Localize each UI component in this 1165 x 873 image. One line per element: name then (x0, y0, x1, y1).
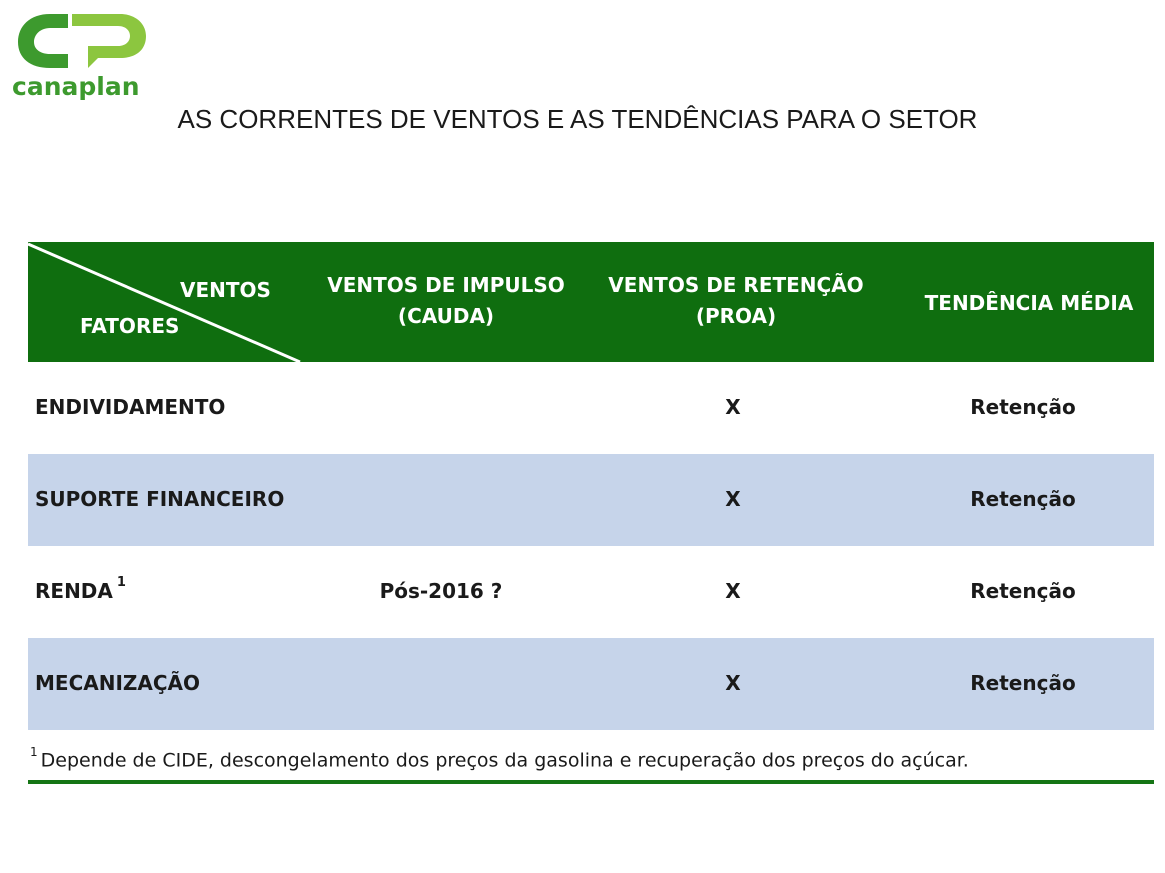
canaplan-logo (10, 6, 150, 100)
row-tendencia: Retenção (970, 579, 1076, 603)
table-row (28, 454, 1154, 546)
footnote-number: 1 (30, 745, 38, 759)
header-corner-fatores: FATORES (80, 314, 180, 338)
header-tendencia: TENDÊNCIA MÉDIA (924, 291, 1134, 315)
table-header (28, 242, 1154, 362)
header-impulso (296, 270, 596, 332)
row-tendencia: Retenção (970, 487, 1076, 511)
row-fator (35, 487, 284, 511)
header-retencao-line2: (PROA) (695, 304, 777, 328)
footnote-text: Depende de CIDE, descongelamento dos preços da gasolina e recuperação dos preços do açúcar. (40, 749, 969, 772)
row-retencao: X (725, 579, 741, 603)
page-title: AS CORRENTES DE VENTOS E AS TENDÊNCIAS PARA O SETOR (177, 104, 978, 134)
footnote-marker: 1 (116, 575, 126, 591)
canaplan-logo-mark (10, 6, 150, 76)
row-retencao: X (725, 395, 741, 419)
row-retencao: X (725, 671, 741, 695)
footer-rule (28, 780, 1154, 784)
row-retencao: X (725, 487, 741, 511)
footnote (30, 745, 969, 772)
fator-label: MECANIZAÇÃO (35, 671, 201, 695)
row-fator (35, 395, 225, 419)
row-fator (35, 671, 200, 695)
row-tendencia: Retenção (970, 395, 1076, 419)
header-diagonal-divider (28, 242, 303, 362)
header-impulso-line1: VENTOS DE IMPULSO (327, 273, 565, 297)
table-row (28, 362, 1154, 454)
header-corner-ventos: VENTOS (180, 278, 271, 302)
header-impulso-line2: (CAUDA) (397, 304, 495, 328)
fator-label: ENDIVIDAMENTO (35, 395, 226, 419)
header-retencao (586, 270, 886, 332)
logo-text: canaplan (12, 72, 140, 101)
fator-label: SUPORTE FINANCEIRO (35, 487, 285, 511)
fator-label: RENDA (35, 579, 113, 603)
header-retencao-line1: VENTOS DE RETENÇÃO (608, 273, 864, 297)
table-row (28, 638, 1154, 730)
factors-table (28, 242, 1154, 730)
table-row (28, 546, 1154, 638)
row-fator (35, 575, 126, 603)
row-tendencia: Retenção (970, 671, 1076, 695)
row-impulso: Pós-2016 ? (379, 579, 503, 603)
